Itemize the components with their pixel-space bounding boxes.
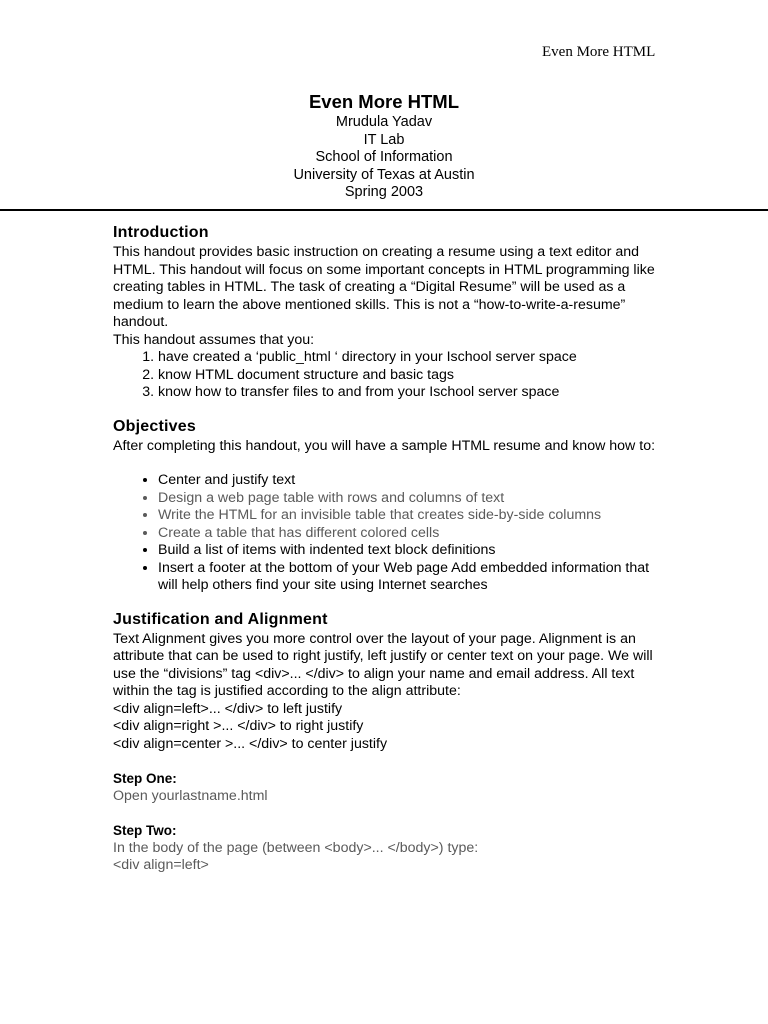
step-two-code: <div align=left> [113, 857, 209, 873]
list-item: • Create a table that has different colored cells [158, 525, 658, 543]
document-title: Even More HTML [308, 91, 460, 112]
document-body [113, 222, 658, 875]
objectives-paragraph: After completing this handout, you will have a sample HTML resume and know how to: [113, 437, 656, 454]
code-line: <div align=center >... </div> to center justify [113, 735, 388, 752]
list-item: • Design a web page table with rows and columns of text [158, 490, 658, 508]
introduction-paragraph: This handout provides basic instruction on creating a resume using a text editor and HTML. This handout will focus on some important concepts in HTML programming like creating tables in HTML. The task of creating a “Digital Resume” will be used as a medium to learn the above mentioned skills. This is not a “how-to-write-a-resume” handout. [113, 244, 655, 330]
university-name: University of Texas at Austin [293, 166, 475, 183]
code-line: <div align=left>... </div> to left justify [113, 700, 343, 717]
running-header: Even More HTML [542, 44, 656, 60]
title-block [0, 90, 768, 202]
step-two-text: In the body of the page (between <body>... </body>) type: [113, 839, 479, 856]
objectives-list [113, 472, 658, 595]
school-name: School of Information [315, 149, 453, 165]
list-item: 1. have created a ‘public_html ‘ directory in your Ischool server space [158, 349, 658, 367]
code-line: <div align=right >... </div> to right justify [113, 718, 364, 734]
list-item: 2. know HTML document structure and basic tags [158, 367, 658, 385]
justification-paragraph: Text Alignment gives you more control over the layout of your page. Alignment is an attribute that can be used to right justify, left justify or center text on your page. We will use the “divisions” tag <div>... </div> to align your name and email address. All text within the tag is justified according to the align attribute: [113, 630, 653, 699]
introduction-heading: Introduction [113, 224, 209, 241]
step-one-heading: Step One: [113, 771, 177, 786]
lab-name: IT Lab [363, 131, 405, 148]
author-name: Mrudula Yadav [335, 114, 433, 130]
list-item: 3. know how to transfer files to and from your Ischool server space [158, 384, 658, 402]
step-one-text: Open yourlastname.html [113, 787, 268, 804]
justification-heading: Justification and Alignment [113, 610, 328, 628]
step-two-heading: Step Two: [113, 823, 177, 838]
objectives-heading: Objectives [113, 417, 196, 435]
list-item: • Write the HTML for an invisible table that creates side-by-side columns [158, 507, 658, 525]
list-item: • Build a list of items with indented text block definitions [158, 542, 658, 560]
prerequisites-list [113, 349, 658, 402]
horizontal-rule [0, 209, 768, 211]
assumes-text: This handout assumes that you: [113, 331, 315, 348]
term: Spring 2003 [344, 184, 424, 200]
list-item: • Insert a footer at the bottom of your Web page Add embedded information that will help others find your site using Internet searches [158, 560, 658, 595]
list-item: • Center and justify text [158, 472, 658, 490]
